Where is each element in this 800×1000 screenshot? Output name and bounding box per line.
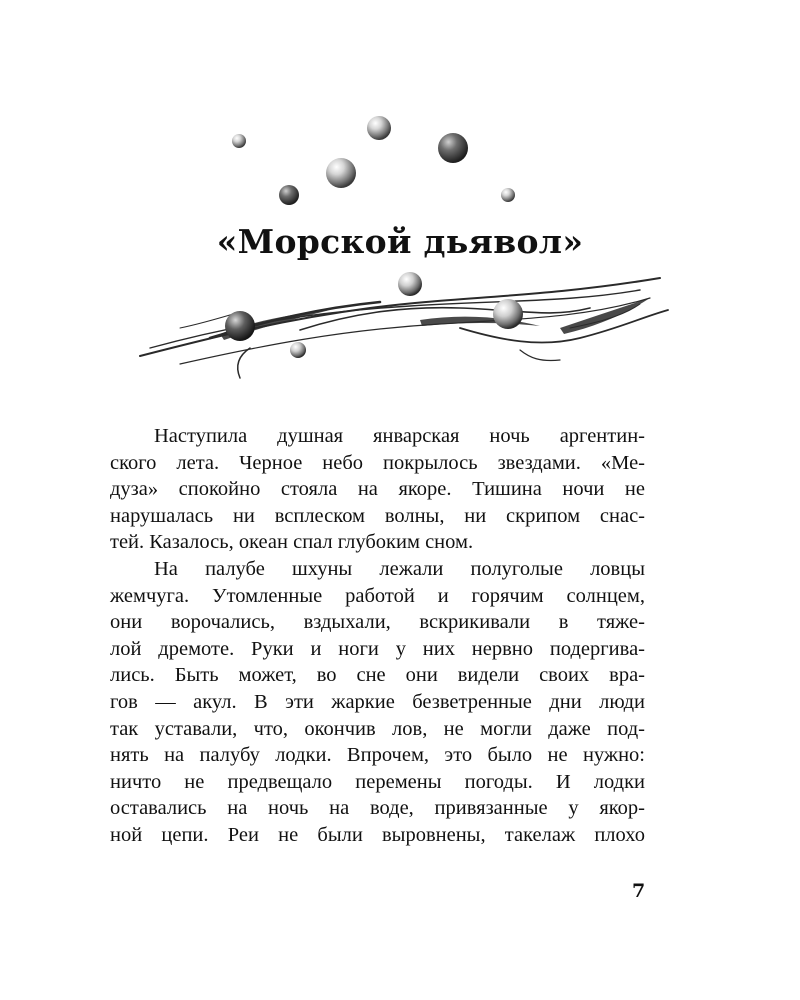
text-line: дуза» спокойно стояла на якоре. Тишина ночи не [110, 478, 645, 501]
text-line: они ворочались, вздыхали, вскрикивали в тяже- [110, 611, 645, 634]
text-line: ского лета. Черное небо покрылось звездами. «Ме- [110, 451, 645, 474]
wave-flourish-icon [120, 268, 680, 388]
chapter-title: «Морской дьявол» [216, 222, 584, 261]
page-number: 7 [632, 880, 646, 902]
text-line: гов — акул. В эти жаркие безветренные дни люди [110, 690, 645, 713]
text-line: нять на палубу лодки. Впрочем, это было не нужно: [110, 744, 645, 767]
text-line: жемчуга. Утомленные работой и горячим солнцем, [110, 584, 645, 607]
paragraph-1 [110, 423, 645, 556]
text-line: На палубе шхуны лежали полуголые ловцы [154, 557, 645, 580]
text-line: Наступила душная январская ночь аргентин- [154, 425, 645, 447]
text-line: нарушалась ни всплеском волны, ни скрипом снас- [110, 504, 645, 527]
text-line: лись. Быть может, во сне они видели своих вра- [110, 664, 645, 687]
text-line: так уставали, что, окончив лов, не могли даже под- [110, 717, 645, 740]
text-line: лой дремоте. Руки и ноги у них нервно подергива- [110, 637, 645, 660]
text-line: тей. Казалось, океан спал глубоким сном. [110, 531, 474, 554]
text-line: оставались на ночь на воде, привязанные у якор- [110, 797, 645, 820]
body-text [110, 423, 645, 849]
text-line: ной цепи. Реи не были выровнены, такелаж плохо [110, 823, 645, 846]
paragraph-2 [110, 556, 645, 849]
text-line: ничто не предвещало перемены погоды. И лодки [110, 770, 645, 793]
pearls-icon [0, 100, 800, 220]
